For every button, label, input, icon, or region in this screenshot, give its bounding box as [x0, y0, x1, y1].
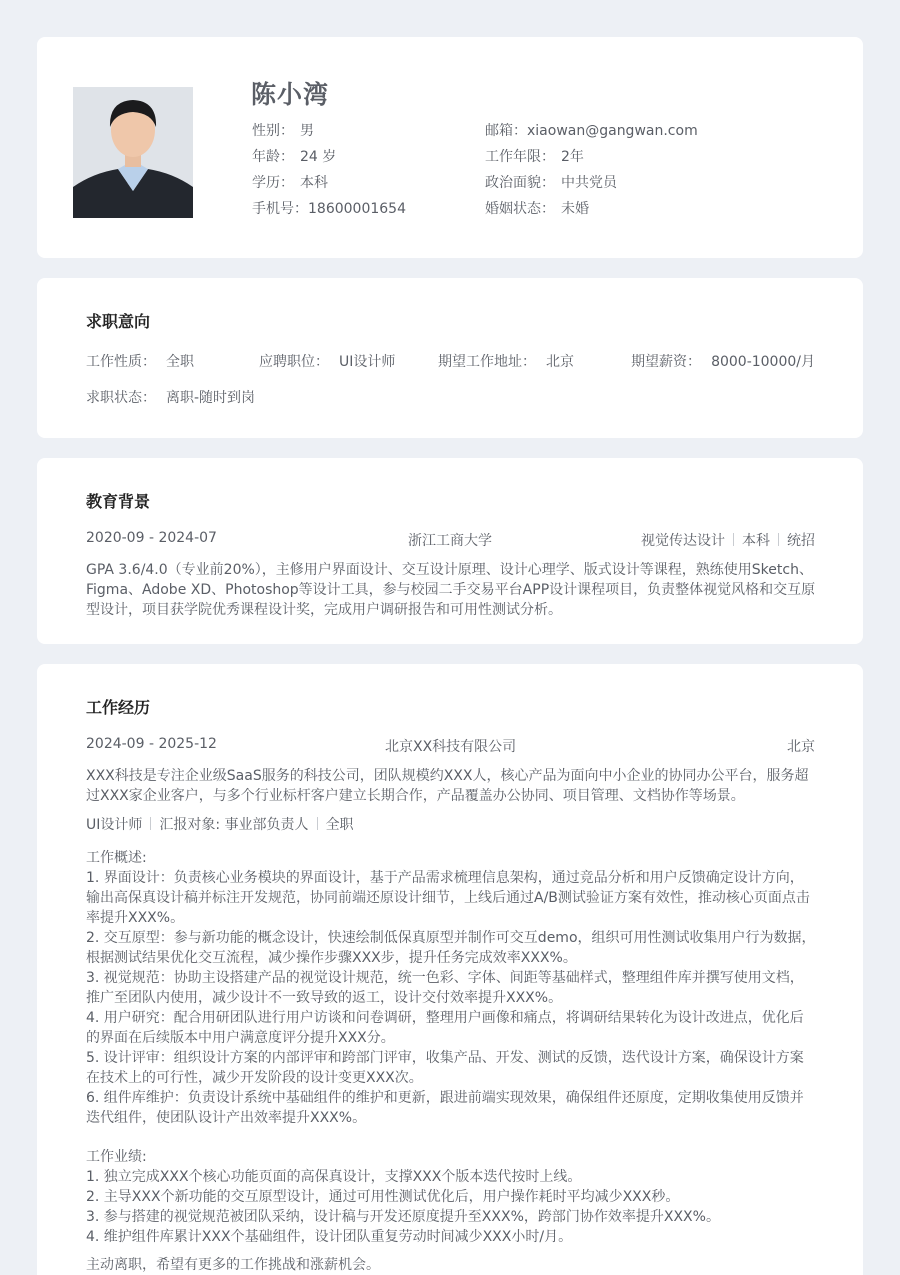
overview-item: 1. 界面设计：负责核心业务模块的界面设计，基于产品需求梳理信息架构，通过竞品分析和用户反馈确定设计方向，输出高保真设计稿并标注开发规范，协同前端还原设计细节，上线后通过A/B测试验证方案有效性，推动核心页面点击率提升XXX%。 — [86, 870, 810, 926]
results-label: 工作业绩: — [86, 1149, 147, 1165]
intent-salary: 期望薪资： 8000-10000/月 — [631, 354, 815, 370]
education-school: 浙江工商大学 — [408, 533, 492, 549]
age-row: 年龄： 24 岁 — [252, 149, 337, 165]
work-overview — [86, 848, 816, 1128]
overview-item: 4. 用户研究：配合用研团队进行用户访谈和问卷调研，整理用户画像和痛点，将调研结果转化为设计改进点，优化后的界面在后续版本中用户满意度评分提升XXX分。 — [86, 1010, 804, 1046]
work-type: 全职 — [325, 817, 354, 833]
education-enrollment: 统招 — [787, 533, 815, 549]
overview-label: 工作概述: — [86, 850, 147, 866]
intent-position: 应聘职位： UI设计师 — [259, 354, 396, 370]
overview-item: 2. 交互原型：参与新功能的概念设计，快速绘制低保真原型并制作可交互demo，组织可用性测试收集用户行为数据，根据测试结果优化交互流程，减少操作步骤XXX步，提升任务完成效率XXX%。 — [86, 930, 816, 966]
candidate-name: 陈小湾 — [251, 80, 330, 109]
result-item: 3. 参与搭建的视觉规范被团队采纳，设计稿与开发还原度提升至XXX%，跨部门协作效率提升XXX%。 — [86, 1209, 720, 1225]
work-period: 2024-09 - 2025-12 — [86, 736, 217, 752]
work-years-row: 工作年限： 2年 — [485, 149, 584, 165]
overview-item: 6. 组件库维护：负责设计系统中基础组件的维护和更新，跟进前端实现效果，确保组件还原度，定期收集使用反馈并迭代组件，使团队设计产出效率提升XXX%。 — [86, 1090, 804, 1126]
work-city: 北京 — [787, 739, 815, 755]
education-tags — [641, 530, 815, 550]
job-intent-card — [37, 278, 863, 438]
political-row: 政治面貌： 中共党员 — [485, 175, 617, 191]
work-report-to: 汇报对象: 事业部负责人 — [159, 817, 309, 833]
gender-row: 性别： 男 — [252, 123, 314, 139]
divider — [778, 533, 779, 546]
phone-row: 手机号：18600001654 — [252, 201, 406, 217]
divider — [733, 533, 734, 546]
intent-location: 期望工作地址： 北京 — [438, 354, 574, 370]
intent-job-type: 工作性质： 全职 — [86, 354, 194, 370]
leave-reason: 主动离职，希望有更多的工作挑战和涨薪机会。 — [86, 1257, 380, 1273]
education-description: GPA 3.6/4.0（专业前20%），主修用户界面设计、交互设计原理、设计心理学、版式设计等课程，熟练使用Sketch、Figma、Adobe XD、Photoshop等设计工具，参与校园二手交易平台APP设计课程项目，负责整体视觉风格和交互原型设计，项目获学院优秀课程设计奖，完成用户调研报告和可用性测试分析。 — [86, 562, 816, 618]
work-company: 北京XX科技有限公司 — [385, 739, 517, 755]
profile-photo — [73, 87, 193, 218]
divider — [317, 817, 318, 830]
intent-status: 求职状态： 离职-随时到岗 — [86, 390, 256, 406]
work-role: UI设计师 — [86, 817, 143, 833]
overview-item: 5. 设计评审：组织设计方案的内部评审和跨部门评审，收集产品、开发、测试的反馈，迭代设计方案，确保设计方案在技术上的可行性，减少开发阶段的设计变更XXX次。 — [86, 1050, 804, 1086]
section-title-intent: 求职意向 — [86, 312, 151, 331]
education-degree: 本科 — [742, 533, 770, 549]
degree-row: 学历： 本科 — [252, 175, 328, 191]
section-title-work: 工作经历 — [86, 698, 151, 717]
education-major: 视觉传达设计 — [641, 533, 725, 549]
result-item: 2. 主导XXX个新功能的交互原型设计，通过可用性测试优化后，用户操作耗时平均减少XXX秒。 — [86, 1189, 680, 1205]
work-experience-card — [37, 664, 863, 1275]
education-period: 2020-09 - 2024-07 — [86, 530, 217, 546]
company-description: XXX科技是专注企业级SaaS服务的科技公司，团队规模约XXX人，核心产品为面向中小企业的协同办公平台，服务超过XXX家企业客户，与多个行业标杆客户建立长期合作，产品覆盖办公协同、项目管理、文档协作等场景。 — [86, 768, 809, 804]
profile-card — [37, 37, 863, 258]
email-row: 邮箱：xiaowan@gangwan.com — [485, 123, 698, 139]
work-tags — [86, 814, 354, 834]
work-results — [86, 1147, 816, 1247]
divider — [150, 817, 151, 830]
result-item: 4. 维护组件库累计XXX个基础组件，设计团队重复劳动时间减少XXX小时/月。 — [86, 1229, 573, 1245]
overview-item: 3. 视觉规范：协助主设搭建产品的视觉设计规范，统一色彩、字体、间距等基础样式，整理组件库并撰写使用文档，推广至团队内使用，减少设计不一致导致的返工，设计交付效率提升XXX%。 — [86, 970, 804, 1006]
education-card — [37, 458, 863, 644]
basic-info-right — [485, 122, 698, 226]
marital-row: 婚姻状态： 未婚 — [485, 201, 589, 217]
basic-info-left — [252, 122, 406, 226]
result-item: 1. 独立完成XXX个核心功能页面的高保真设计，支撑XXX个版本迭代按时上线。 — [86, 1169, 582, 1185]
section-title-education: 教育背景 — [86, 492, 151, 511]
